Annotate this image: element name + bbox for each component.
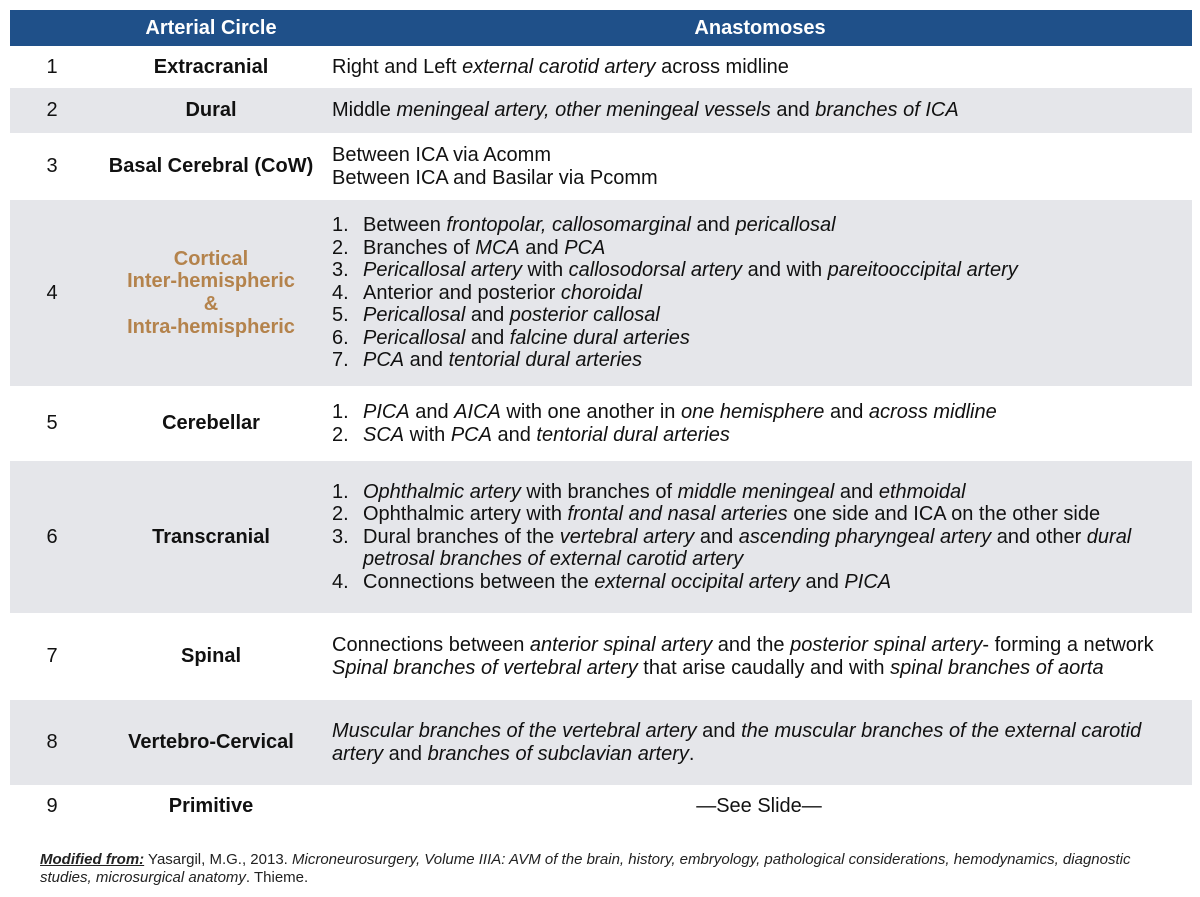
- arterial-circle-name: [94, 461, 328, 613]
- text-segment: callosodorsal artery: [568, 259, 743, 282]
- text-segment: PCA: [450, 423, 492, 446]
- text-segment: middle meningeal: [677, 480, 835, 503]
- list-item-number: 5.: [332, 304, 349, 327]
- list-item: [332, 481, 1186, 504]
- text-segment: and: [824, 400, 869, 423]
- text-segment: spinal branches of aorta: [890, 656, 1104, 679]
- text-segment: Spinal branches of vertebral artery: [332, 656, 638, 679]
- text-segment: across midline: [655, 55, 789, 78]
- anastomoses-description: [328, 613, 1192, 700]
- text-segment: the muscular branches of the external carotid artery: [332, 719, 1142, 765]
- text-segment: and: [694, 525, 739, 548]
- text-segment: Ophthalmic artery: [363, 480, 521, 503]
- row-number: 1: [10, 46, 94, 88]
- table-row: [10, 461, 1192, 613]
- text-segment: Pericallosal: [363, 326, 466, 349]
- table-row: [10, 200, 1192, 386]
- text-segment: - forming a network: [982, 633, 1154, 656]
- numbered-list: [332, 214, 1186, 372]
- text-segment: with: [404, 423, 451, 446]
- text-segment: MCA: [475, 236, 520, 259]
- text-segment: Connections between the: [363, 570, 595, 593]
- arterial-circle-name: [94, 133, 328, 200]
- table-header-row: [10, 10, 1192, 46]
- text-segment: and: [799, 570, 845, 593]
- list-item: [332, 571, 1186, 594]
- text-segment: external carotid artery: [462, 55, 656, 78]
- text-segment: across midline: [868, 400, 997, 423]
- text-segment: pericallosal: [735, 213, 836, 236]
- text-segment: Between: [363, 213, 447, 236]
- text-segment: and: [690, 213, 736, 236]
- text-segment: and: [383, 742, 428, 765]
- row-number: 5: [10, 386, 94, 461]
- arterial-circle-label: Dural: [185, 99, 237, 122]
- text-segment: Pericallosal artery: [363, 259, 522, 282]
- row-number: 7: [10, 613, 94, 700]
- description-line: [332, 167, 1186, 190]
- text-segment: ethmoidal: [878, 480, 966, 503]
- header-anastomoses: Anastomoses: [328, 10, 1192, 46]
- citation: [40, 851, 1170, 887]
- table-row: [10, 88, 1192, 133]
- text-segment: and: [696, 719, 742, 742]
- description-line: [332, 144, 1186, 167]
- text-segment: Middle: [332, 99, 397, 122]
- text-segment: and: [465, 326, 510, 349]
- citation-author: Yasargil, M.G., 2013.: [144, 851, 293, 868]
- anastomoses-description: [328, 200, 1192, 386]
- text-segment: Muscular branches of the vertebral artery: [332, 719, 697, 742]
- text-segment: and: [465, 304, 510, 327]
- text-segment: tentorial dural arteries: [536, 423, 730, 446]
- anastomoses-description: [328, 88, 1192, 133]
- list-item: [332, 237, 1186, 260]
- list-item: [332, 214, 1186, 237]
- text-segment: external occipital artery: [594, 570, 800, 593]
- header-number: [10, 10, 94, 46]
- text-segment: and: [491, 423, 537, 446]
- text-segment: and the: [712, 633, 791, 656]
- anastomoses-description: [328, 785, 1192, 827]
- description-line: [332, 56, 1186, 79]
- table-row: [10, 46, 1192, 88]
- list-item-number: 4.: [332, 281, 349, 304]
- description-line: [332, 634, 1186, 657]
- text-segment: Between ICA and Basilar via Pcomm: [332, 166, 658, 189]
- description-line: [332, 99, 1186, 122]
- list-item: [332, 349, 1186, 372]
- arterial-circle-label: Spinal: [180, 645, 241, 668]
- text-segment: choroidal: [560, 281, 643, 304]
- text-segment: and: [519, 236, 565, 259]
- text-segment: anterior spinal artery: [529, 633, 713, 656]
- list-item-number: 6.: [332, 326, 349, 349]
- arterial-circle-label: Basal Cerebral (CoW): [108, 155, 314, 178]
- text-segment: dural petrosal branches of external carotid artery: [363, 525, 1132, 571]
- text-segment: Between ICA via Acomm: [332, 143, 551, 166]
- table-row: [10, 613, 1192, 700]
- text-segment: pareitooccipital artery: [827, 259, 1018, 282]
- list-item-number: 3.: [332, 525, 349, 548]
- row-number: 3: [10, 133, 94, 200]
- table-row: [10, 133, 1192, 200]
- list-item: [332, 401, 1186, 424]
- list-item-number: 1.: [332, 400, 349, 423]
- citation-label: Modified from:: [40, 851, 145, 868]
- list-item-number: 3.: [332, 259, 349, 282]
- list-item-number: 2.: [332, 236, 349, 259]
- table-row: [10, 386, 1192, 461]
- list-item: [332, 327, 1186, 350]
- citation-title: Microneurosurgery, Volume IIIA: AVM of the brain, history, embryology, pathological considerations, hemodynamics, diagnostic studies, microsurgical anatomy: [40, 851, 1131, 886]
- numbered-list: [332, 401, 1186, 446]
- text-segment: falcine dural arteries: [509, 326, 690, 349]
- text-segment: and: [409, 400, 455, 423]
- text-segment: Connections between: [332, 633, 530, 656]
- text-segment: with branches of: [520, 480, 678, 503]
- arterial-circle-label: Cortical Inter-hemispheric & Intra-hemispheric: [127, 247, 295, 338]
- text-segment: and: [404, 349, 449, 372]
- row-number: 4: [10, 200, 94, 386]
- arterial-circle-name: [94, 386, 328, 461]
- anastomoses-description: [328, 700, 1192, 785]
- table-body: [10, 46, 1192, 827]
- list-item: [332, 503, 1186, 526]
- row-number: 6: [10, 461, 94, 613]
- text-segment: frontopolar, callosomarginal: [446, 213, 691, 236]
- text-segment: Branches of: [363, 236, 476, 259]
- anastomoses-description: [328, 133, 1192, 200]
- list-item: [332, 259, 1186, 282]
- text-segment: PICA: [844, 570, 892, 593]
- text-segment: Anterior and posterior: [363, 281, 561, 304]
- list-item-number: 2.: [332, 503, 349, 526]
- arterial-circle-label: Transcranial: [152, 525, 270, 548]
- anastomoses-description: [328, 386, 1192, 461]
- text-segment: vertebral artery: [559, 525, 695, 548]
- text-segment: Dural branches of the: [363, 525, 560, 548]
- list-item-number: 4.: [332, 570, 349, 593]
- text-segment: AICA: [454, 400, 501, 423]
- text-segment: .: [688, 742, 695, 765]
- text-segment: branches of subclavian artery: [427, 742, 689, 765]
- text-segment: with one another in: [500, 400, 681, 423]
- row-number: 8: [10, 700, 94, 785]
- text-segment: PICA: [363, 400, 410, 423]
- text-segment: with: [521, 259, 569, 282]
- arterial-circle-name: [94, 613, 328, 700]
- text-segment: SCA: [363, 423, 405, 446]
- header-arterial-circle: Arterial Circle: [94, 10, 328, 46]
- list-item-number: 1.: [332, 213, 349, 236]
- arterial-circle-name: [94, 200, 328, 386]
- arterial-circle-label: Extracranial: [153, 55, 269, 78]
- text-segment: and other: [991, 525, 1087, 548]
- text-segment: PCA: [564, 236, 606, 259]
- text-segment: —See Slide—: [696, 794, 822, 817]
- list-item: [332, 304, 1186, 327]
- citation-publisher: . Thieme.: [245, 869, 309, 886]
- arterial-circle-label: Cerebellar: [162, 412, 260, 435]
- list-item-number: 1.: [332, 480, 349, 503]
- text-segment: and: [770, 99, 816, 122]
- arterial-circle-name: [94, 46, 328, 88]
- text-segment: posterior callosal: [509, 304, 660, 327]
- text-segment: and: [834, 480, 879, 503]
- description-line: [332, 657, 1186, 680]
- text-segment: meningeal artery, other meningeal vessels: [396, 99, 771, 122]
- text-segment: frontal and nasal arteries: [567, 503, 788, 526]
- text-segment: and with: [742, 259, 828, 282]
- list-item-number: 7.: [332, 349, 349, 372]
- anastomoses-description: [328, 461, 1192, 613]
- text-segment: ascending pharyngeal artery: [738, 525, 992, 548]
- arterial-circle-name: [94, 88, 328, 133]
- list-item: [332, 526, 1186, 571]
- row-number: 2: [10, 88, 94, 133]
- list-item-number: 2.: [332, 423, 349, 446]
- text-segment: Pericallosal: [363, 304, 466, 327]
- description-line: [332, 795, 1186, 818]
- text-segment: branches of ICA: [815, 99, 959, 122]
- list-item: [332, 424, 1186, 447]
- arterial-circle-label: Primitive: [168, 794, 254, 817]
- row-number: 9: [10, 785, 94, 827]
- arterial-circle-name: [94, 700, 328, 785]
- text-segment: one hemisphere: [680, 400, 825, 423]
- anastomoses-table: [10, 10, 1192, 827]
- anastomoses-description: [328, 46, 1192, 88]
- numbered-list: [332, 481, 1186, 594]
- text-segment: posterior spinal artery: [790, 633, 983, 656]
- arterial-circle-label: Vertebro-Cervical: [128, 731, 294, 754]
- list-item: [332, 282, 1186, 305]
- text-segment: Ophthalmic artery with: [363, 503, 568, 526]
- table-row: [10, 785, 1192, 827]
- description-line: [332, 720, 1186, 765]
- table-row: [10, 700, 1192, 785]
- text-segment: tentorial dural arteries: [448, 349, 643, 372]
- arterial-circle-name: [94, 785, 328, 827]
- text-segment: Right and Left: [332, 55, 463, 78]
- text-segment: one side and ICA on the other side: [787, 503, 1101, 526]
- text-segment: that arise caudally and with: [637, 656, 891, 679]
- text-segment: PCA: [363, 349, 405, 372]
